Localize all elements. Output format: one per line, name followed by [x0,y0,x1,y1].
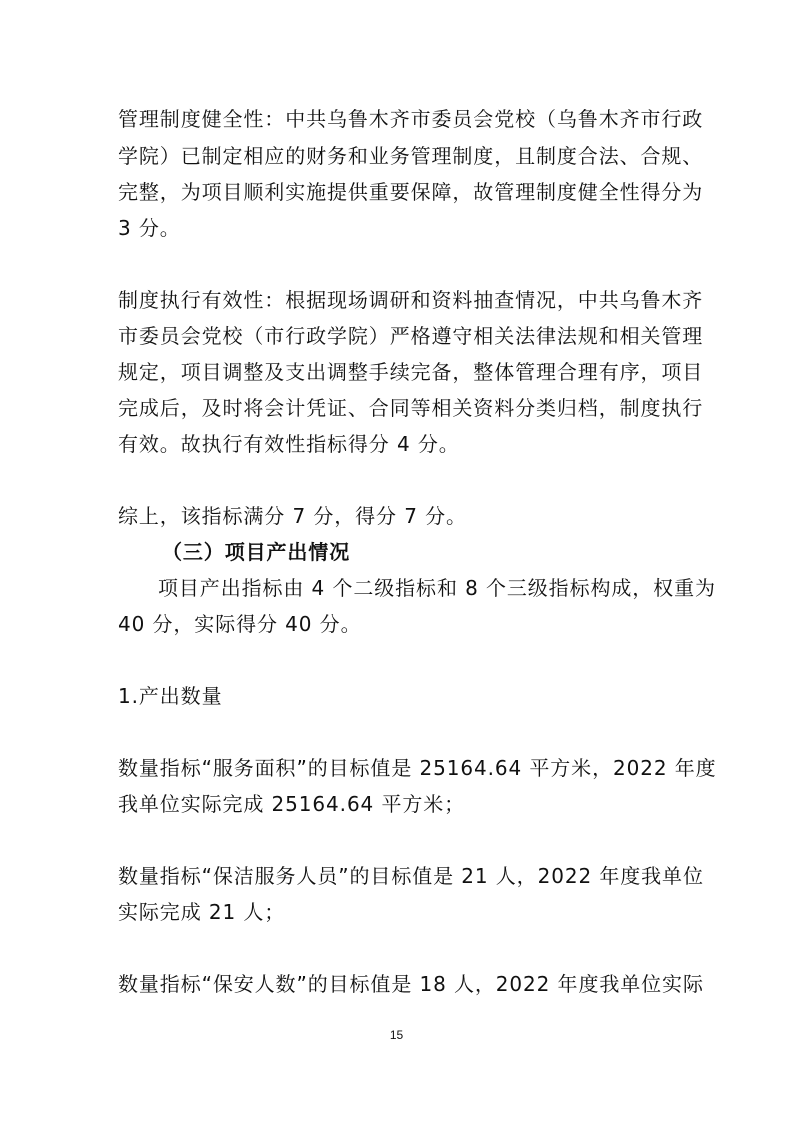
text-line: 数量指标“服务面积”的目标值是 25164.64 平方米，2022 年度 [118,756,717,780]
text-line: 完整，为项目顺利实施提供重要保障，故管理制度健全性得分为 [118,180,704,204]
text-line: 管理制度健全性：中共乌鲁木齐市委员会党校（乌鲁木齐市行政 [118,107,704,131]
text-line: 数量指标“保安人数”的目标值是 18 人，2022 年度我单位实际 [118,972,704,996]
subheading: 1.产出数量 [118,684,223,708]
text-line: 规定，项目调整及支出调整手续完备，整体管理合理有序，项目 [118,360,704,384]
text-line: 学院）已制定相应的财务和业务管理制度，且制度合法、合规、 [118,144,704,168]
text-line: 实际完成 21 人； [118,900,286,924]
text-line: 3 分。 [118,216,181,240]
text-line: 项目产出指标由 4 个二级指标和 8 个三级指标构成，权重为 [158,576,716,600]
text-line: 制度执行有效性：根据现场调研和资料抽查情况，中共乌鲁木齐 [118,288,704,312]
text-line: 我单位实际完成 25164.64 平方米； [118,792,466,816]
text-line: 有效。故执行有效性指标得分 4 分。 [118,432,460,456]
section-heading: （三）项目产出情况 [162,540,351,564]
page-number: 15 [389,1028,404,1042]
text-line: 数量指标“保洁服务人员”的目标值是 21 人，2022 年度我单位 [118,864,704,888]
text-line: 综上，该指标满分 7 分，得分 7 分。 [118,504,467,528]
text-line: 40 分，实际得分 40 分。 [118,612,362,636]
text-line: 完成后，及时将会计凭证、合同等相关资料分类归档，制度执行 [118,396,704,420]
text-line: 市委员会党校（市行政学院）严格遵守相关法律法规和相关管理 [118,324,704,348]
